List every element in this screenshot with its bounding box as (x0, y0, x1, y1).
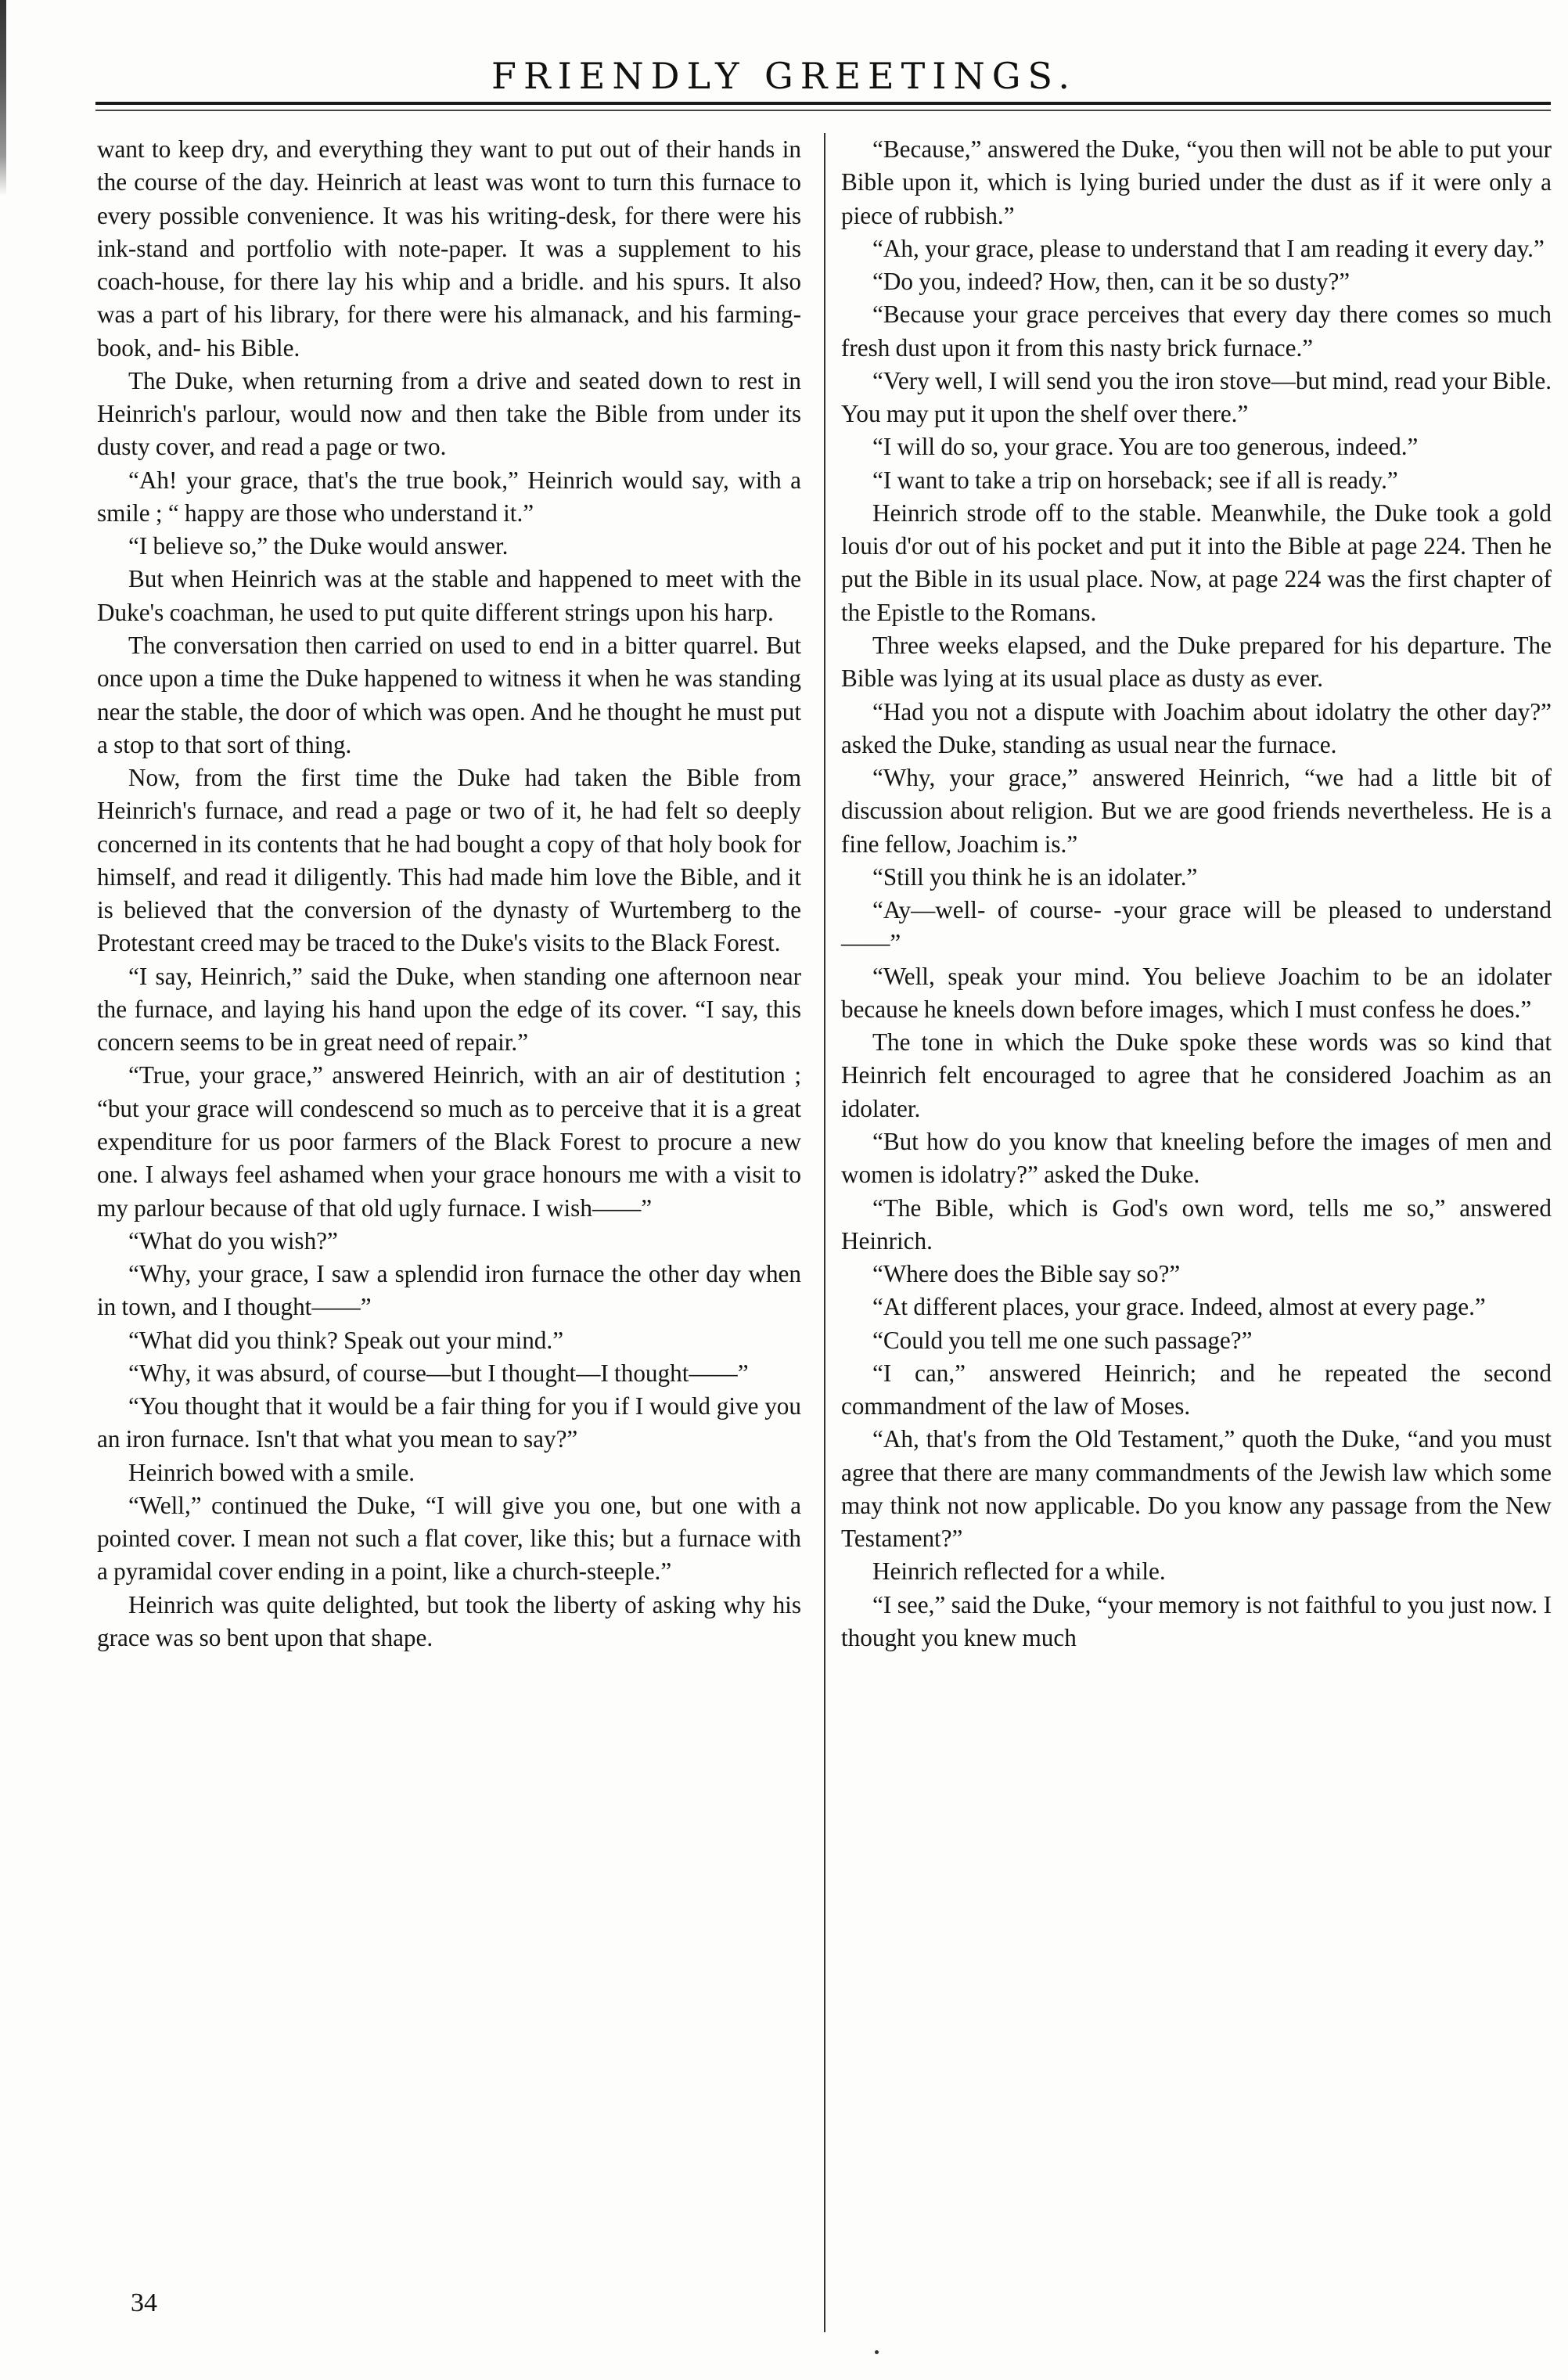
scan-edge (0, 0, 6, 196)
paragraph: “Because your grace perceives that every day there comes so much fresh dust upon it from this nasty brick furnace.” (841, 301, 1552, 362)
paragraph: “Because,” answered the Duke, “you then will not be able to put your Bible upon it, which is lying buried under the dust as if it were only a piece of rubbish.” (841, 135, 1552, 229)
paragraph: Now, from the first time the Duke had taken the Bible from Heinrich's furnace, and read a page or two of it, he had felt so deeply concerned in its contents that he had bought a copy of that holy book for himself, and read it diligently. This had made him love the Bible, and it is believed that the conversion of the dynasty of Wurtemberg to the Protestant creed may be traced to the Duke's visits to the Black Forest. (97, 764, 801, 957)
paragraph: “Well,” continued the Duke, “I will give you one, but one with a pointed cover. I mean not such a flat cover, like this; but a furnace with a pyramidal cover ending in a point, like a church-steeple.” (97, 1491, 801, 1586)
paragraph: “Why, your grace,” answered Heinrich, “we had a little bit of discussion about religion. But we are good friends nevertheless. He is a fine fellow, Joachim is.” (841, 764, 1552, 858)
page-number: 34 (131, 2288, 157, 2317)
paragraph: Heinrich reflected for a while. (872, 1557, 1166, 1586)
right-column (841, 133, 1552, 1654)
paragraph: “What did you think? Speak out your mind.” (128, 1326, 564, 1354)
paragraph: “What do you wish?” (128, 1226, 338, 1255)
paragraph: “At different places, your grace. Indeed, almost at every page.” (872, 1293, 1486, 1321)
paragraph: “But how do you know that kneeling before the images of men and women is idolatry?” asked the Duke. (841, 1127, 1552, 1189)
paragraph: “True, your grace,” answered Heinrich, with an air of destitution ; “but your grace will condescend so much as to perceive that it is a great expenditure for us poor farmers of the Black Forest to procure a new one. I always feel ashamed when your grace honours me with a visit to my parlour because of that old ugly furnace. I wish——” (97, 1061, 801, 1222)
paragraph: Heinrich bowed with a smile. (128, 1458, 415, 1486)
paragraph: “I will do so, your grace. You are too generous, indeed.” (872, 433, 1419, 461)
paragraph: “Had you not a dispute with Joachim about idolatry the other day?” asked the Duke, standing as usual near the furnace. (841, 697, 1552, 758)
column-divider (824, 133, 825, 2332)
paragraph: Heinrich strode off to the stable. Meanwhile, the Duke took a gold louis d'or out of his pocket and put it into the Bible at page 224. Then he put the Bible in its usual place. Now, at page 224 was the first chapter of the Epistle to the Romans. (841, 499, 1552, 626)
paragraph: Heinrich was quite delighted, but took the liberty of asking why his grace was so bent upon that shape. (97, 1590, 801, 1651)
paragraph: “Do you, indeed? How, then, can it be so dusty?” (872, 268, 1350, 296)
paragraph: The Duke, when returning from a drive and seated down to rest in Heinrich's parlour, would now and then take the Bible from under its dusty cover, and read a page or two. (97, 366, 801, 461)
left-column (97, 133, 801, 1654)
paragraph: “Could you tell me one such passage?” (872, 1326, 1253, 1354)
paragraph: The tone in which the Duke spoke these words was so kind that Heinrich felt encouraged to agree that he considered Joachim as an idolater. (841, 1028, 1552, 1122)
paragraph: “Where does the Bible say so?” (872, 1260, 1181, 1288)
paragraph: “I believe so,” the Duke would answer. (128, 532, 509, 560)
paragraph: “Still you think he is an idolater.” (872, 862, 1198, 891)
paragraph: “Well, speak your mind. You believe Joachim to be an idolater because he kneels down before images, which I must confess he does.” (841, 962, 1552, 1023)
paragraph: The conversation then carried on used to end in a bitter quarrel. But once upon a time the Duke happened to witness it when he was standing near the stable, the door of which was open. And he thought he must put a stop to that sort of thing. (97, 631, 801, 758)
header-rule (95, 102, 1551, 105)
paragraph: want to keep dry, and everything they want to put out of their hands in the course of the day. Heinrich at least was wont to turn this furnace to every possible convenience. It was his writing-desk, for there were his ink-stand and portfolio with note-paper. It was a supplement to his coach-house, for there lay his whip and a bridle. and his spurs. It also was a part of his library, for there were his almanack, and his farming-book, and- his Bible. (97, 135, 801, 362)
paragraph: “Why, your grace, I saw a splendid iron furnace the other day when in town, and I thought——” (97, 1260, 801, 1321)
paragraph: “I want to take a trip on horseback; see if all is ready.” (872, 466, 1398, 494)
print-speck (875, 2350, 879, 2354)
paragraph: “The Bible, which is God's own word, tells me so,” answered Heinrich. (841, 1194, 1552, 1255)
paragraph: “Very well, I will send you the iron stove—but mind, read your Bible. You may put it upon the shelf over there.” (841, 366, 1552, 428)
header-rule-thin (95, 110, 1551, 111)
paragraph: Three weeks elapsed, and the Duke prepared for his departure. The Bible was lying at its usual place as dusty as ever. (841, 631, 1552, 693)
paragraph: “I can,” answered Heinrich; and he repeated the second commandment of the law of Moses. (841, 1359, 1552, 1420)
paragraph: “You thought that it would be a fair thing for you if I would give you an iron furnace. Isn't that what you mean to say?” (97, 1392, 801, 1453)
page-header: FRIENDLY GREETINGS. (491, 55, 1077, 97)
paragraph: “I see,” said the Duke, “your memory is not faithful to you just now. I thought you knew much (841, 1590, 1552, 1651)
paragraph: “Ay—well- of course- -your grace will be pleased to understand——” (841, 896, 1552, 957)
paragraph: But when Heinrich was at the stable and happened to meet with the Duke's coachman, he used to put quite different strings upon his harp. (97, 565, 801, 626)
paragraph: “I say, Heinrich,” said the Duke, when standing one afternoon near the furnace, and laying his hand upon the edge of its cover. “I say, this concern seems to be in great need of repair.” (97, 962, 801, 1057)
paragraph: “Why, it was absurd, of course—but I thought—I thought——” (128, 1359, 749, 1387)
paragraph: “Ah, your grace, please to understand that I am reading it every day.” (872, 234, 1545, 262)
paragraph: “Ah! your grace, that's the true book,” Heinrich would say, with a smile ; “ happy are those who understand it.” (97, 466, 801, 527)
paragraph: “Ah, that's from the Old Testament,” quoth the Duke, “and you must agree that there are many commandments of the Jewish law which some may think not now applicable. Do you know any passage from the New Testament?” (841, 1425, 1552, 1553)
